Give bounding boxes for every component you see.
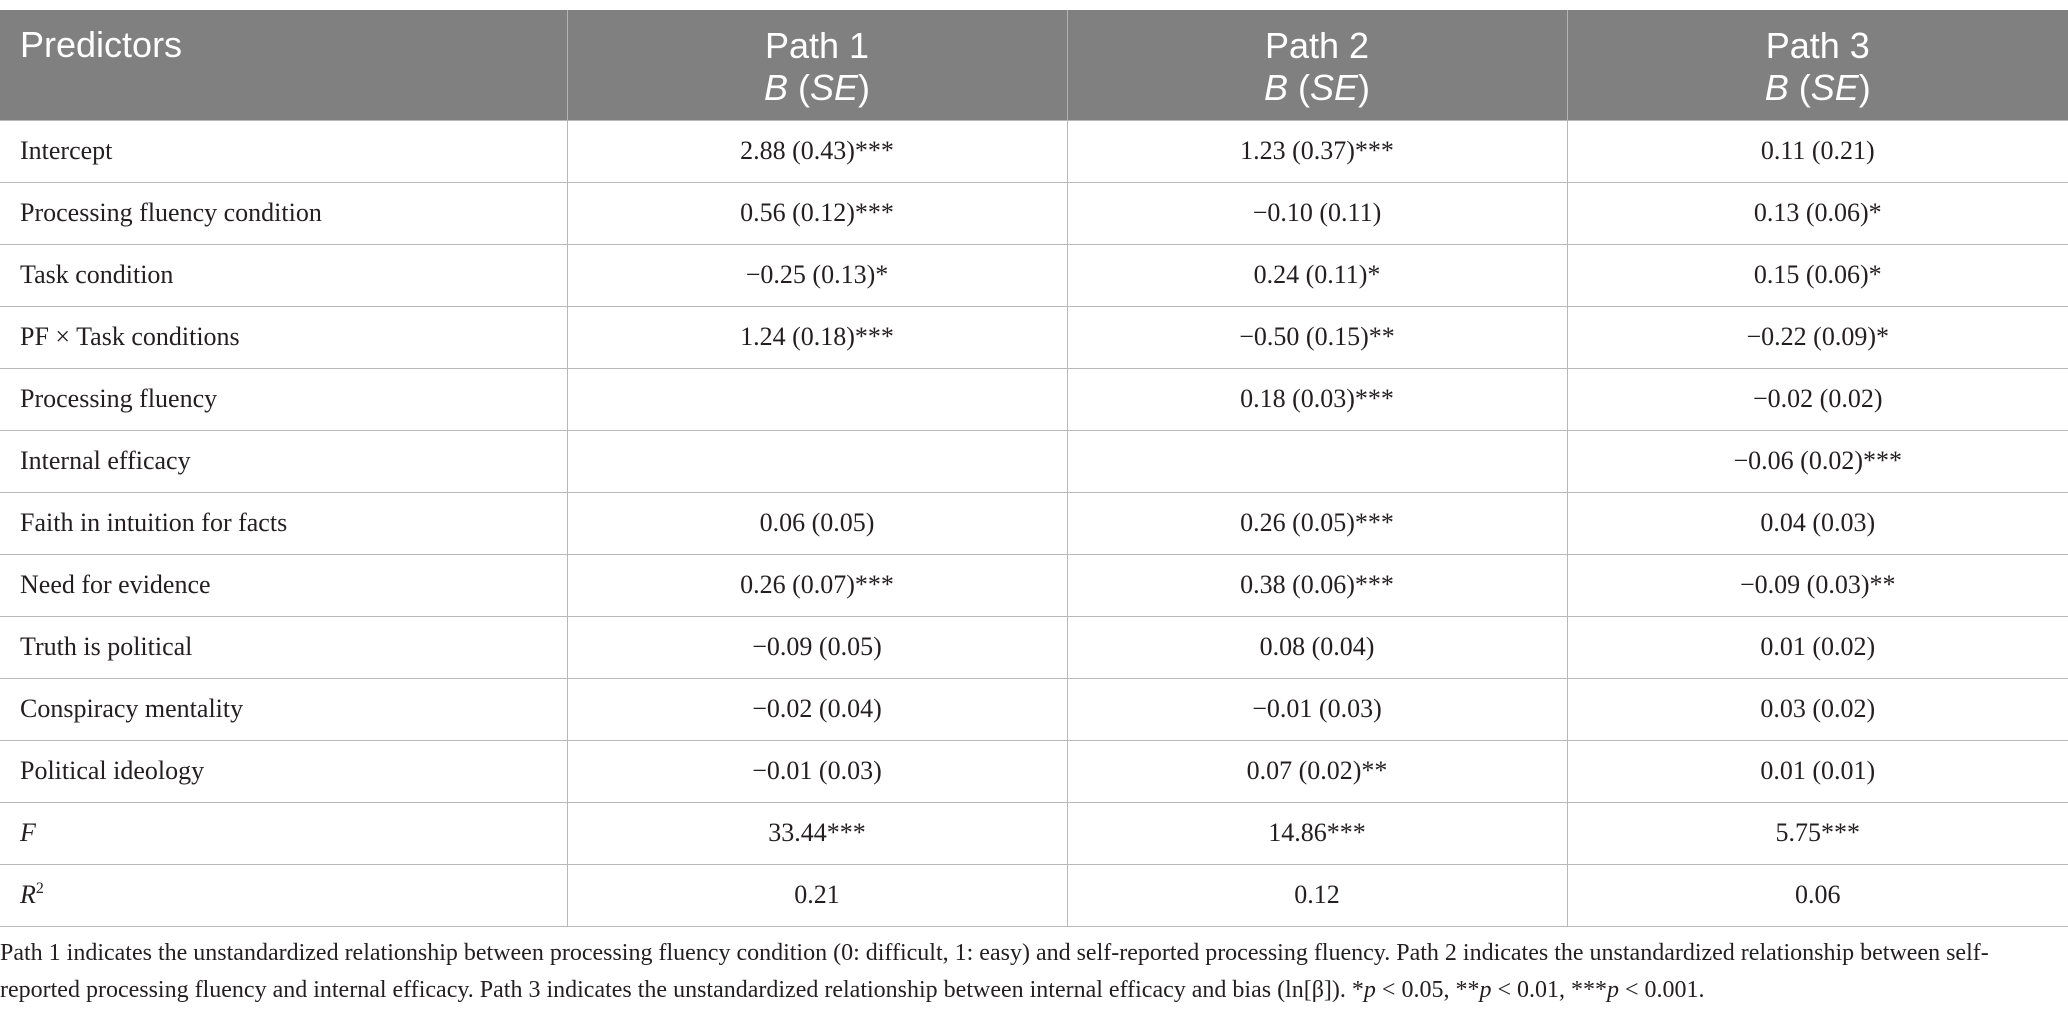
cell-path-2: 0.26 (0.05)*** [1067, 492, 1567, 554]
cell-path-3: −0.06 (0.02)*** [1567, 430, 2068, 492]
table-row [0, 802, 2068, 864]
footnote-text: Path 1 indicates the unstandardized relationship between processing fluency condition (0: difficult, 1: easy) and self-reported processing fluency. Path 2 indicates the unstandardized relationship between self-reported processing fluency and internal efficacy. Path 3 indicates the unstandardized relationship between internal efficacy and bias (ln[β]). [0, 940, 1989, 1003]
table-row [0, 864, 2068, 926]
cell-path-1 [567, 368, 1067, 430]
table-header-row [0, 10, 2068, 120]
cell-path-1: 2.88 (0.43)*** [567, 120, 1067, 182]
cell-path-3: 0.04 (0.03) [1567, 492, 2068, 554]
cell-path-2: 1.23 (0.37)*** [1067, 120, 1567, 182]
header-stat: B (SE) [1764, 66, 1871, 108]
cell-path-3: −0.22 (0.09)* [1567, 306, 2068, 368]
cell-path-3: 0.13 (0.06)* [1567, 182, 2068, 244]
row-label: Internal efficacy [0, 430, 567, 492]
header-path-label: Path 2 [1264, 24, 1370, 66]
row-label: Intercept [0, 120, 567, 182]
cell-path-3: 0.06 [1567, 864, 2068, 926]
table-footnote [0, 935, 2040, 1009]
cell-path-2 [1067, 430, 1567, 492]
cell-path-3: 0.01 (0.01) [1567, 740, 2068, 802]
cell-path-2: −0.50 (0.15)** [1067, 306, 1567, 368]
significance-legend: *p < 0.05, **p < 0.01, ***p < 0.001. [1351, 977, 1705, 1003]
cell-path-2: −0.01 (0.03) [1067, 678, 1567, 740]
cell-path-1: 0.21 [567, 864, 1067, 926]
cell-path-2: 0.12 [1067, 864, 1567, 926]
cell-path-2: 0.24 (0.11)* [1067, 244, 1567, 306]
row-label: Truth is political [0, 616, 567, 678]
header-path-1 [567, 10, 1067, 120]
table-row [0, 554, 2068, 616]
cell-path-2: 0.08 (0.04) [1067, 616, 1567, 678]
cell-path-3: 0.15 (0.06)* [1567, 244, 2068, 306]
table-row [0, 492, 2068, 554]
cell-path-1: −0.09 (0.05) [567, 616, 1067, 678]
table-row [0, 430, 2068, 492]
row-label: Processing fluency condition [0, 182, 567, 244]
cell-path-2: 14.86*** [1067, 802, 1567, 864]
table-row [0, 740, 2068, 802]
cell-path-2: −0.10 (0.11) [1067, 182, 1567, 244]
regression-table-container [0, 10, 2068, 927]
table-row [0, 616, 2068, 678]
row-label-f-statistic: F [0, 802, 567, 864]
cell-path-1 [567, 430, 1067, 492]
header-path-label: Path 1 [764, 24, 870, 66]
regression-table [0, 10, 2068, 927]
cell-path-2: 0.07 (0.02)** [1067, 740, 1567, 802]
table-row [0, 244, 2068, 306]
cell-path-3: 5.75*** [1567, 802, 2068, 864]
row-label: Need for evidence [0, 554, 567, 616]
header-stat: B (SE) [763, 66, 871, 108]
header-path-3 [1567, 10, 2068, 120]
row-label: Conspiracy mentality [0, 678, 567, 740]
cell-path-3: 0.11 (0.21) [1567, 120, 2068, 182]
table-row [0, 678, 2068, 740]
table-row [0, 120, 2068, 182]
table-row [0, 306, 2068, 368]
row-label: Faith in intuition for facts [0, 492, 567, 554]
table-row [0, 182, 2068, 244]
cell-path-1: −0.01 (0.03) [567, 740, 1067, 802]
cell-path-1: 33.44*** [567, 802, 1067, 864]
header-stat: B (SE) [1263, 66, 1371, 108]
cell-path-1: −0.25 (0.13)* [567, 244, 1067, 306]
header-path-label: Path 3 [1765, 24, 1870, 66]
cell-path-1: 0.56 (0.12)*** [567, 182, 1067, 244]
cell-path-3: −0.02 (0.02) [1567, 368, 2068, 430]
row-label: Processing fluency [0, 368, 567, 430]
header-predictors: Predictors [0, 10, 567, 120]
cell-path-3: 0.03 (0.02) [1567, 678, 2068, 740]
row-label: Task condition [0, 244, 567, 306]
row-label: Political ideology [0, 740, 567, 802]
row-label-r-squared: $R^2$ [0, 864, 567, 926]
cell-path-2: 0.18 (0.03)*** [1067, 368, 1567, 430]
cell-path-1: 0.26 (0.07)*** [567, 554, 1067, 616]
cell-path-2: 0.38 (0.06)*** [1067, 554, 1567, 616]
cell-path-1: 0.06 (0.05) [567, 492, 1067, 554]
cell-path-1: −0.02 (0.04) [567, 678, 1067, 740]
cell-path-3: 0.01 (0.02) [1567, 616, 2068, 678]
row-label: PF × Task conditions [0, 306, 567, 368]
header-path-2 [1067, 10, 1567, 120]
table-row [0, 368, 2068, 430]
cell-path-1: 1.24 (0.18)*** [567, 306, 1067, 368]
cell-path-3: −0.09 (0.03)** [1567, 554, 2068, 616]
